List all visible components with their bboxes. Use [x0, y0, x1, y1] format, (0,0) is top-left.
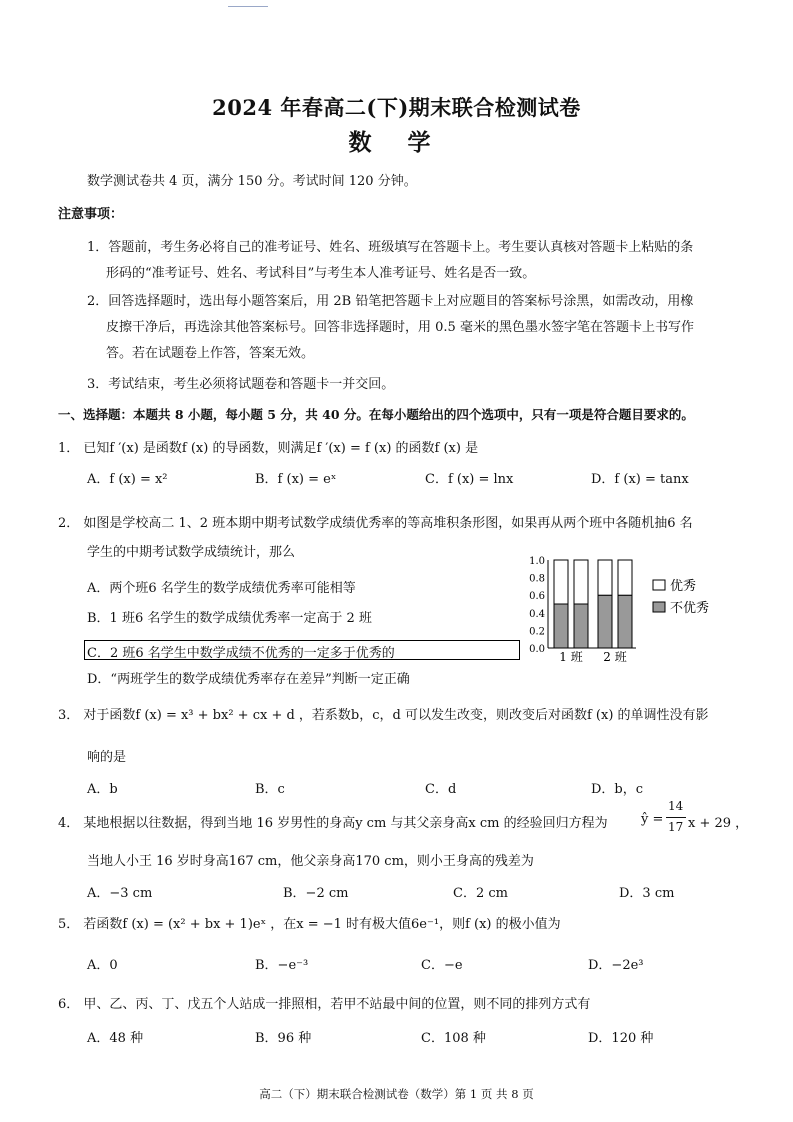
bar-segment-excellent [618, 560, 632, 595]
notice-line: 1．答题前，考生务必将自己的准考证号、姓名、班级填写在答题卡上。考生要认真核对答题卡上粘贴的条 [87, 240, 694, 255]
q6-option-b: B．96 种 [255, 1031, 312, 1046]
question-4-stem-cont: 当地人小王 16 岁时身高167 cm，他父亲身高170 cm，则小王身高的残差为 [87, 854, 534, 869]
question-2-stem-cont: 学生的中期考试数学成绩统计，那么 [87, 545, 296, 560]
legend-swatch [653, 580, 665, 590]
q5-option-d: D．−2e³ [588, 958, 644, 973]
bar-segment-not-excellent [618, 595, 632, 648]
regression-lhs: ŷ = [641, 812, 664, 827]
fraction-bar [666, 817, 686, 818]
q4-option-a: A．−3 cm [87, 886, 153, 901]
q4-option-c: C．2 cm [453, 886, 508, 901]
legend-label: 不优秀 [670, 601, 710, 616]
question-6-stem: 6． 甲、乙、丙、丁、戊五个人站成一排照相，若甲不站最中间的位置，则不同的排列方式有 [58, 997, 591, 1012]
question-2-stem: 2． 如图是学校高二 1、2 班本期中期考试数学成绩优秀率的等高堆积条形图，如果再从两个班中各随机抽6 名 [58, 516, 693, 531]
top-decoration-line [228, 6, 268, 7]
q4-option-d: D．3 cm [619, 886, 675, 901]
q6-option-c: C．108 种 [421, 1031, 486, 1046]
legend-swatch [653, 602, 665, 612]
bar-segment-not-excellent [554, 604, 568, 648]
q2-option-c: C．2 班6 名学生中数学成绩不优秀的一定多于优秀的 [87, 646, 395, 661]
question-1-stem: 1． 已知f ′(x) 是函数f (x) 的导函数，则满足f ′(x) = f (x) 的函数f (x) 是 [58, 441, 479, 456]
notice-line: 答。若在试题卷上作答，答案无效。 [106, 346, 315, 361]
question-3-stem: 3． 对于函数f (x) = x³ + bx² + cx + d ，若系数b，c，d 可以发生改变，则改变后对函数f (x) 的单调性没有影 [58, 708, 709, 723]
notice-heading: 注意事项： [58, 207, 124, 222]
legend-label: 优秀 [670, 579, 697, 594]
question-3-stem-cont: 响的是 [87, 750, 127, 765]
y-tick-label: 0.2 [529, 626, 545, 638]
y-tick-label: 0.0 [529, 644, 545, 655]
q3-option-a: A．b [87, 782, 118, 797]
question-5-stem: 5． 若函数f (x) = (x² + bx + 1)eˣ ，在x = −1 时有极大值6e⁻¹，则f (x) 的极小值为 [58, 917, 561, 932]
exam-title: 2024 年春高二(下)期末联合检测试卷 [212, 95, 581, 120]
regression-rhs: x + 29 ， [688, 816, 749, 831]
q3-option-d: D．b，c [591, 782, 644, 797]
y-tick-label: 0.4 [529, 608, 545, 620]
q5-option-b: B．−e⁻³ [255, 958, 309, 973]
intro-text: 数学测试卷共 4 页，满分 150 分。考试时间 120 分钟。 [87, 174, 417, 189]
y-tick-label: 1.0 [529, 556, 545, 567]
q3-option-b: B．c [255, 782, 285, 797]
y-tick-label: 0.8 [529, 573, 545, 585]
q5-option-a: A．0 [87, 958, 118, 973]
x-tick-label: 1 班 [559, 650, 583, 664]
stacked-bar-chart [520, 552, 730, 667]
q1-option-d: D．f (x) = tanx [591, 472, 689, 487]
q6-option-a: A．48 种 [87, 1031, 144, 1046]
notice-line: 2．回答选择题时，选出每小题答案后，用 2B 铅笔把答题卡上对应题目的答案标号涂黑，如需改动，用橡 [87, 294, 694, 309]
bar-segment-not-excellent [598, 595, 612, 648]
bar-segment-excellent [598, 560, 612, 595]
question-4-stem: 4． 某地根据以往数据，得到当地 16 岁男性的身高y cm 与其父亲身高x cm 的经验回归方程为 [58, 816, 608, 831]
bar-segment-excellent [574, 560, 588, 604]
regression-denominator: 17 [668, 820, 684, 834]
q4-option-b: B．−2 cm [283, 886, 349, 901]
q1-option-c: C．f (x) = lnx [425, 472, 514, 487]
y-tick-label: 0.6 [529, 591, 545, 603]
q2-option-b: B．1 班6 名学生的数学成绩优秀率一定高于 2 班 [87, 611, 372, 626]
q1-option-b: B．f (x) = eˣ [255, 472, 337, 487]
page-footer: 高二（下）期末联合检测试卷（数学）第 1 页 共 8 页 [259, 1087, 534, 1101]
subject-title: 数 学 [348, 129, 445, 156]
notice-line: 3．考试结束，考生必须将试题卷和答题卡一并交回。 [87, 377, 395, 392]
notice-line: 形码的“准考证号、姓名、考试科目”与考生本人准考证号、姓名是否一致。 [106, 266, 536, 281]
regression-numerator: 14 [668, 799, 684, 813]
bar-segment-excellent [554, 560, 568, 604]
q2-option-a: A．两个班6 名学生的数学成绩优秀率可能相等 [87, 581, 356, 596]
notice-line: 皮擦干净后，再选涂其他答案标号。回答非选择题时，用 0.5 毫米的黑色墨水签字笔在答题卡上书写作 [106, 320, 694, 335]
section-heading: 一、选择题：本题共 8 小题，每小题 5 分，共 40 分。在每小题给出的四个选项中，只有一项是符合题目要求的。 [58, 407, 694, 422]
q3-option-c: C．d [425, 782, 457, 797]
q5-option-c: C．−e [421, 958, 463, 973]
q6-option-d: D．120 种 [588, 1031, 654, 1046]
q2-option-d: D．“两班学生的数学成绩优秀率存在差异”判断一定正确 [87, 672, 410, 687]
bar-segment-not-excellent [574, 604, 588, 648]
q1-option-a: A．f (x) = x² [87, 472, 168, 487]
x-tick-label: 2 班 [603, 650, 627, 664]
